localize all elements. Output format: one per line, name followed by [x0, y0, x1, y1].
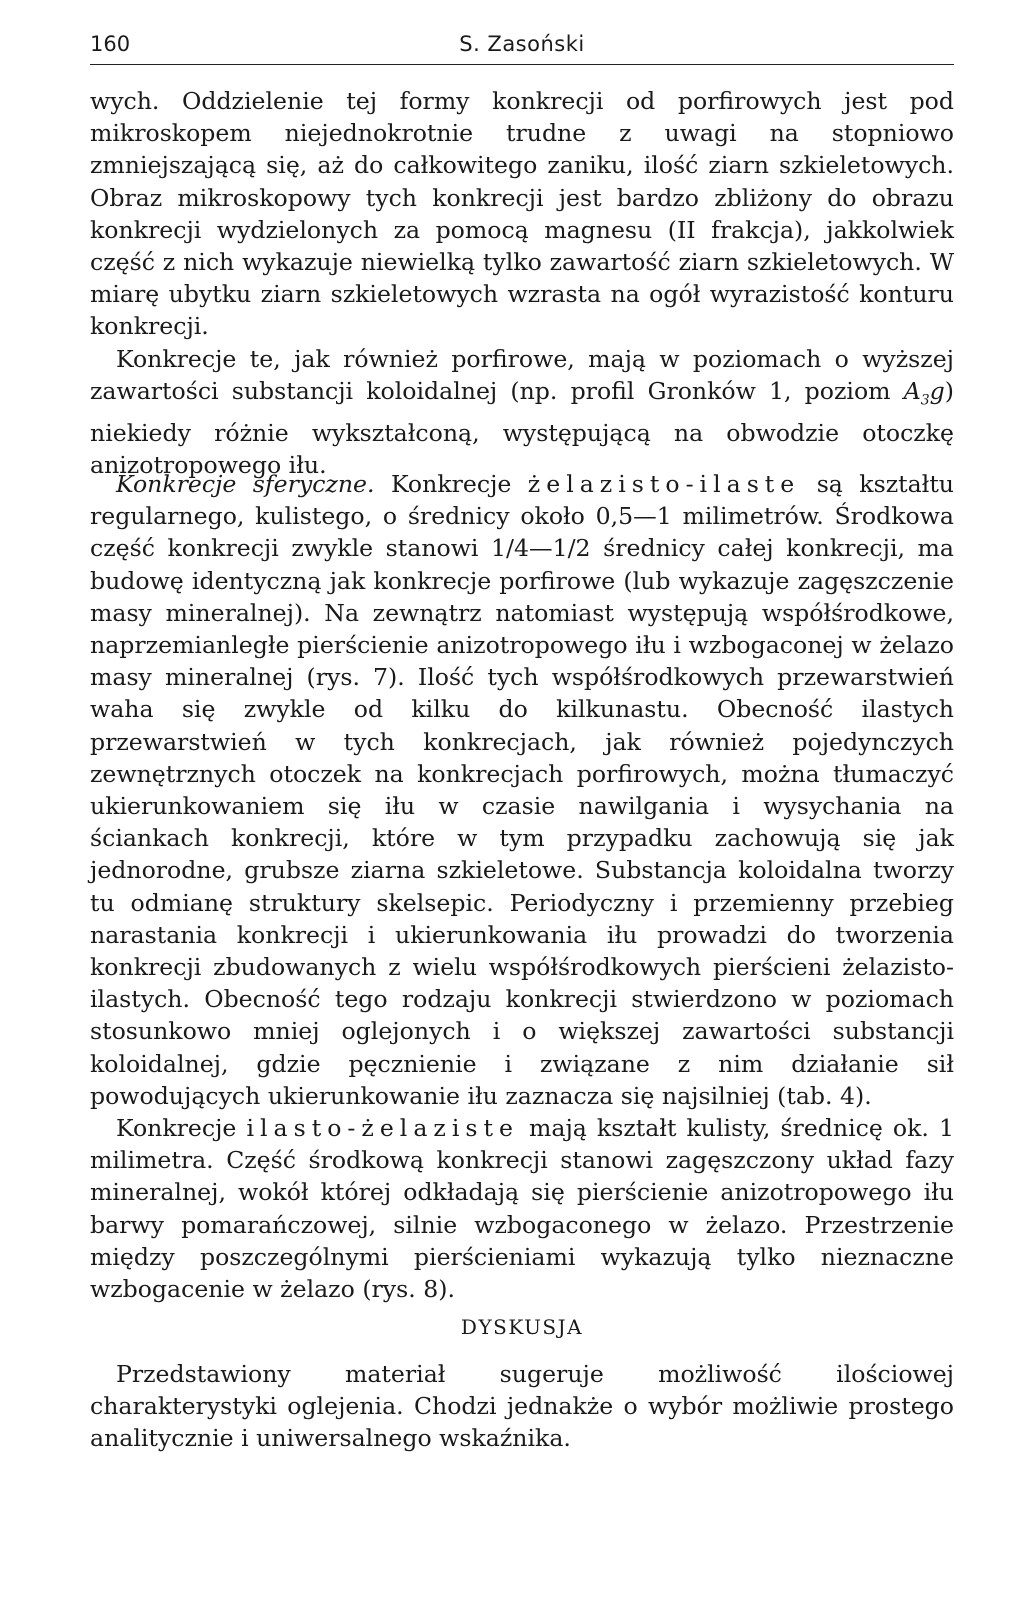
subsection-lead: Konkrecje sferyczne. — [115, 470, 375, 498]
paragraph-text-tail: ) niekiedy różnie wykształconą, występującą na obwodzie otoczkę anizotropowego iłu. — [90, 376, 954, 479]
page-number: 160 — [90, 32, 131, 56]
horizon-subscript: 3 — [920, 392, 930, 409]
running-head: S. Zasoński — [459, 32, 585, 56]
paragraph-continuation: wych. Oddzielenie tej formy konkrecji od porfirowych jest pod mikroskopem niejednokrotnie trudne z uwagi na stopniowo zmniejszającą się, aż do całkowitego zaniku, ilość ziarn szkieletowych. Obraz mikroskopowy tych konkrecji jest bardzo zbliżony do obrazu konkrecji wydzielonych za pomocą magnesu (II frakcja), jakkolwiek część z nich wykazuje niewielką tylko zawartość ziarn szkieletowych. W miarę ubytku ziarn szkieletowych wzrasta na ogół wyrazistość konturu konkrecji. — [90, 87, 954, 341]
term-word: Konkrecje — [390, 470, 512, 498]
paragraph-spherical — [90, 468, 954, 1112]
body-section-top — [90, 85, 954, 481]
paragraph-clay-iron — [90, 1112, 954, 1305]
header-rule — [90, 64, 954, 65]
section-heading: DYSKUSJA — [460, 1315, 584, 1339]
paragraph-text: są kształtu regularnego, kulistego, o średnicy około 0,5—1 milimetrów. Środkowa część konkrecji zwykle stanowi 1/4—1/2 średnicy całej konkrecji, ma budowę identyczną jak konkrecje porfirowe (lub wykazuje zagęszczenie masy mineralnej). Na zewnątrz natomiast występują współśrodkowe, naprzemianległe pierścienie anizotropowego iłu i wzbogaconej w żelazo masy mineralnej (rys. 7). Ilość tych współśrodkowych przewarstwień waha się zwykle od kilku do kilkunastu. Obecność ilastych przewarstwień w tych konkrecjach, jak również pojedynczych zewnętrznych otoczek na konkrecjach porfirowych, można tłumaczyć ukierunkowaniem się iłu w czasie nawilgania i wysychania na ściankach konkrecji, które w tym przypadku zachowują się jak jednorodne, grubsze ziarna szkieletowe. Substancja koloidalna tworzy tu odmianę struktury skelsepic. Periodyczny i przemienny przebieg narastania konkrecji i ukierunkowania iłu prowadzi do tworzenia konkrecji zbudowanych z wielu współśrodkowych pierścieni żelazisto-ilastych. Obecność tego rodzaju konkrecji stwierdzono w poziomach stosunkowo mniej oglejonych i o większej zawartości substancji koloidalnej, gdzie pęcznienie i związane z nim działanie sił powodujących ukierunkowanie iłu zaznacza się najsilniej (tab. 4). — [90, 470, 954, 1110]
term-word: Konkrecje — [115, 1114, 237, 1143]
body-section-discussion — [90, 1358, 954, 1455]
term-spaced: ilasto-żelaziste — [246, 1114, 519, 1143]
term-spaced: żelazisto-ilaste — [527, 470, 801, 498]
body-section-spherical — [90, 468, 954, 1305]
paragraph-text: Konkrecje te, jak również porfirowe, mają w poziomach o wyższej zawartości substancji koloidalnej (np. profil Gronków 1, poziom — [90, 344, 954, 405]
paragraph-text: mają kształt kulisty, średnicę ok. 1 milimetra. Część środkową konkrecji stanowi zagęszczony układ fazy mineralnej, wokół której odkładają się pierścienie anizotropowego iłu barwy pomarańczowej, silnie wzbogaconego w żelazo. Przestrzenie między poszczególnymi pierścieniami wykazują tylko nieznaczne wzbogacenie w żelazo (rys. 8). — [90, 1114, 954, 1304]
horizon-symbol: $A_3g$ — [903, 376, 945, 409]
page-header — [90, 30, 954, 66]
paragraph-discussion: Przedstawiony materiał sugeruje możliwość ilościowej charakterystyki oglejenia. Chodzi jednakże o wybór możliwie prostego analitycznie i uniwersalnego wskaźnika. — [90, 1360, 954, 1453]
paragraph-porphyritic — [90, 343, 954, 482]
